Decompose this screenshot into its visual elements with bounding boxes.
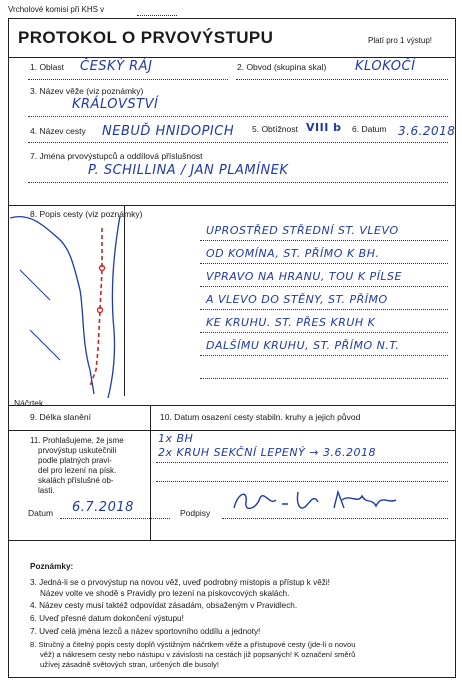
field-5-value: VIII b [306, 121, 342, 134]
field-2-label: 2. Obvod (skupina skal) [237, 62, 327, 72]
bolt-info-line: 1x BH [158, 432, 194, 445]
route-description-line: VPRAVO NA HRANU, TOU K PÍLSE [206, 270, 402, 283]
field-1-value: ČESKÝ RÁJ [80, 59, 153, 74]
field-5-label: 5. Obtížnost [252, 124, 298, 134]
note-line: užívej zásadně světových stran, určených dle busoly! [40, 660, 219, 669]
sketch-label: Náčrtek [14, 398, 44, 408]
field-6-label: 6. Datum [352, 124, 387, 134]
copy-note: Platí pro 1 výstup! [368, 36, 433, 45]
route-description-line: A VLEVO DO STĚNY, ST. PŘÍMO [206, 293, 388, 306]
field-7-value: P. SCHILLINA / JAN PLAMÍNEK [88, 163, 289, 178]
declaration-line: lasti. [38, 486, 55, 495]
declaration-line: podle platných pravi- [38, 456, 112, 465]
date-label: Datum [28, 508, 54, 518]
field-9-label: 9. Délka slanění [30, 412, 91, 422]
note-line: 4. Název cesty musí taktéž odpovídat zásadám, obsaženým v Pravidlech. [30, 601, 298, 610]
rock-outline-right [108, 216, 120, 398]
declaration-line: 11. Prohlašujeme, že jsme [30, 436, 124, 445]
commission-label: Vrcholové komisi při KHS v [8, 5, 105, 14]
commission-line [137, 15, 177, 16]
field-8-label: 8. Popis cesty (viz poznámky) [30, 209, 143, 219]
rock-detail [20, 270, 60, 360]
declaration-line: prvovýstup uskutečnili [38, 446, 117, 455]
note-line: věž) a nákresem cesty nebo nástupu v závislosti na cestách již popsaných! K označení směrů [40, 650, 356, 659]
note-line: 7. Uveď celá jména lezců a název sportovního oddílu a jednoty! [30, 627, 261, 636]
rock-outline [10, 217, 94, 394]
field-2-value: KLOKOČÍ [355, 59, 416, 74]
field-10-label: 10. Datum osazení cesty stabiln. kruhy a jejich původ [160, 412, 361, 422]
route-description-line: UPROSTŘED STŘEDNÍ ST. VLEVO [206, 224, 399, 237]
signatures [226, 484, 416, 518]
field-6-value: 3.6.2018 [398, 124, 456, 138]
field-7-label: 7. Jména prvovýstupců a oddílová příslušnost [30, 151, 203, 161]
route-description-line: DALŠÍMU KRUHU, ST. PŘÍMO N.T. [206, 339, 400, 352]
field-3-value: KRÁLOVSTVÍ [72, 97, 159, 112]
note-line: 6. Uveď přesné datum dokončení výstupu! [30, 614, 184, 623]
signatures-label: Podpisy [180, 508, 211, 518]
note-line: Název volte ve shodě s Pravidly pro lezení na pískovcových skalách. [40, 589, 290, 598]
page-title: PROTOKOL O PRVOVÝSTUPU [18, 28, 274, 47]
bolt-info-line: 2x KRUH SEKČNÍ LEPENÝ → 3.6.2018 [158, 446, 376, 459]
route-description-line: OD KOMÍNA, ST. PŘÍMO K BH. [206, 247, 380, 260]
date-value: 6.7.2018 [72, 500, 134, 515]
field-1-label: 1. Oblast [30, 62, 65, 72]
note-line: 3. Jedná-li se o prvovýstup na novou věž, uveď podrobný místopis a přístup k věži! [30, 578, 330, 587]
declaration-line: skalách příslušné ob- [38, 476, 114, 485]
route-sketch [10, 210, 145, 400]
notes-heading: Poznámky: [30, 562, 74, 571]
field-4-label: 4. Název cesty [30, 126, 86, 136]
field-3-label: 3. Název věže (viz poznámky) [30, 86, 144, 96]
declaration-line: del pro lezení na písk. [38, 466, 117, 475]
field-4-value: NEBUĎ HNIDOPICH [102, 124, 235, 139]
note-line: 8. Stručný a čitelný popis cesty doplň výstižným náčrtkem věže a přístupové cesty (jde-li o novou [30, 640, 356, 649]
route-description-line: KE KRUHU. ST. PŘES KRUH K [206, 316, 376, 329]
